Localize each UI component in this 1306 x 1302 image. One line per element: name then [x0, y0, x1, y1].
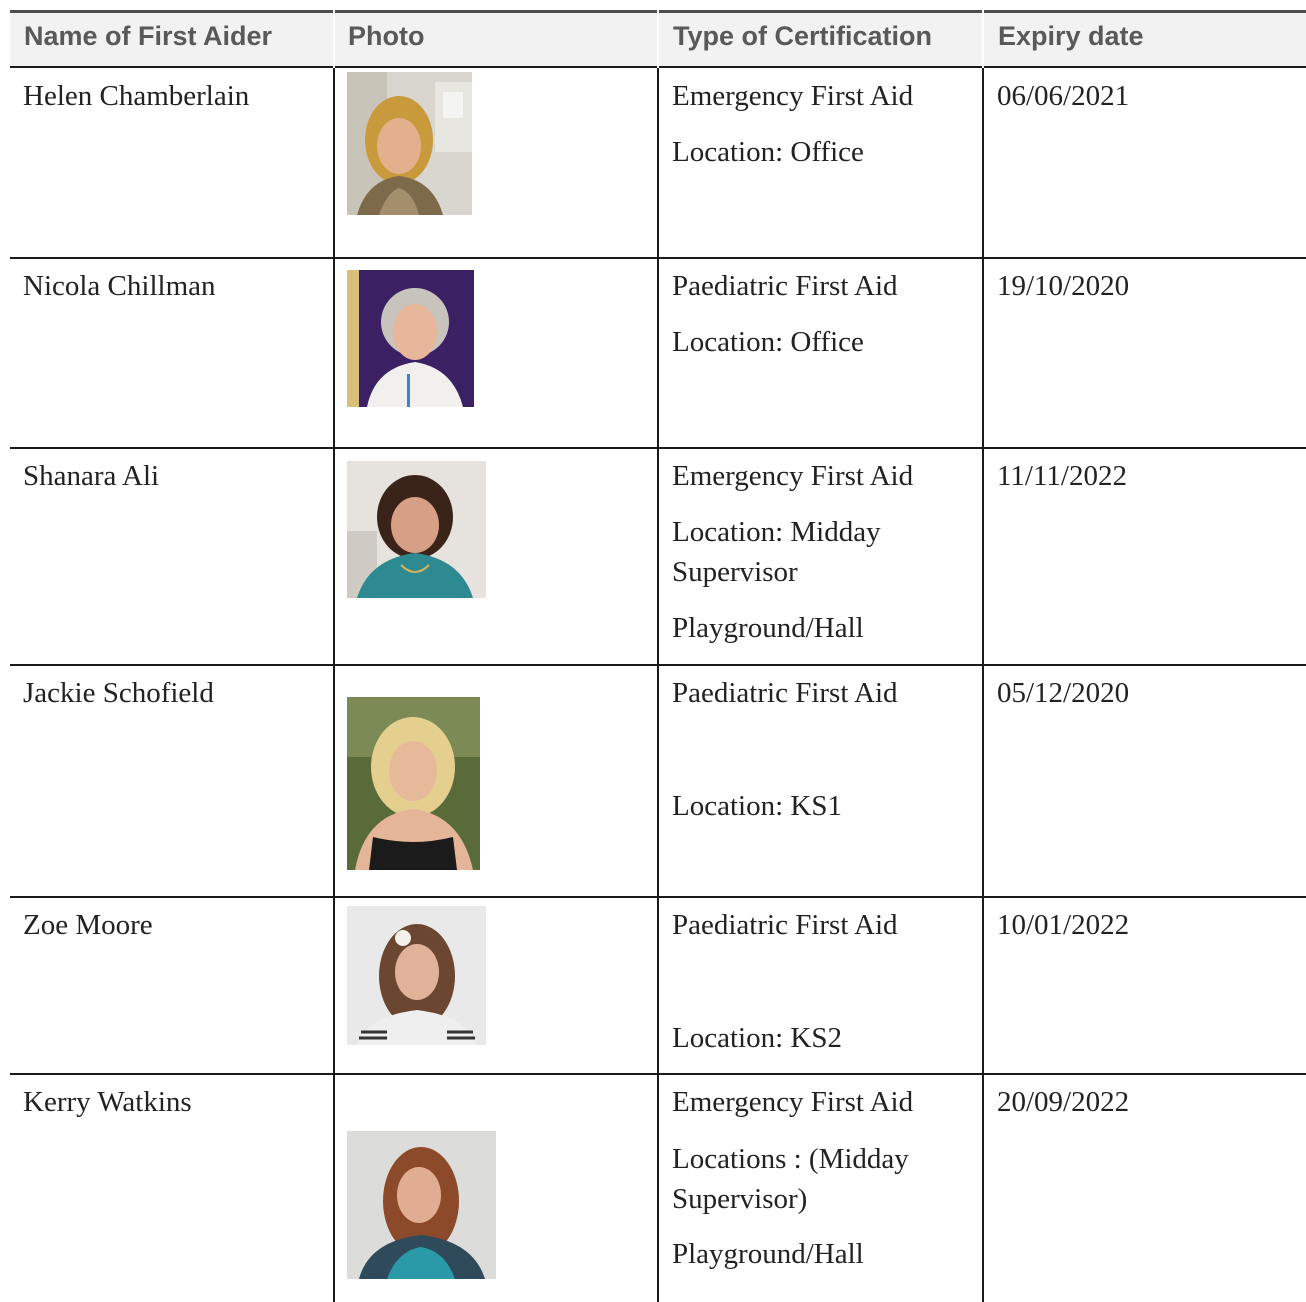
certification-type: Paediatric First Aid — [672, 270, 898, 302]
first-aider-name: Kerry Watkins — [23, 1086, 192, 1118]
certification-location: Location: KS2 — [672, 1022, 842, 1054]
header-certification: Type of Certification — [673, 21, 933, 51]
expiry-date: 06/06/2021 — [997, 80, 1130, 112]
certification-type: Emergency First Aid — [672, 80, 914, 112]
first-aider-name: Shanara Ali — [23, 460, 160, 492]
certification-location: Locations : (Midday — [672, 1143, 909, 1175]
first-aider-name: Zoe Moore — [23, 909, 153, 941]
certification-location: Playground/Hall — [672, 612, 864, 644]
row-rule — [10, 257, 1306, 259]
certification-type: Paediatric First Aid — [672, 909, 898, 941]
certification-location: Playground/Hall — [672, 1238, 864, 1270]
column-rule — [657, 68, 659, 1302]
certification-location: Location: Office — [672, 136, 864, 168]
person-photo-blonde — [347, 72, 472, 215]
first-aider-name: Helen Chamberlain — [23, 80, 250, 112]
row-rule — [10, 896, 1306, 898]
certification-location: Supervisor) — [672, 1183, 808, 1215]
first-aider-name: Jackie Schofield — [23, 677, 214, 709]
person-photo-grey-hair — [347, 270, 474, 407]
header-photo: Photo — [348, 21, 425, 51]
header-divider — [333, 10, 335, 68]
certification-type: Emergency First Aid — [672, 1086, 914, 1118]
person-photo-auburn-hair — [347, 1131, 496, 1279]
row-rule — [10, 664, 1306, 666]
first-aiders-table — [10, 10, 1306, 1302]
header-divider — [982, 10, 984, 68]
first-aider-name: Nicola Chillman — [23, 270, 216, 302]
expiry-date: 19/10/2020 — [997, 270, 1130, 302]
expiry-date: 05/12/2020 — [997, 677, 1130, 709]
column-rule — [982, 68, 984, 1302]
certification-type: Emergency First Aid — [672, 460, 914, 492]
row-rule — [10, 1073, 1306, 1075]
person-photo-blonde-long — [347, 697, 480, 870]
header-divider — [657, 10, 659, 68]
expiry-date: 10/01/2022 — [997, 909, 1130, 941]
person-photo-dark-hair — [347, 461, 486, 598]
person-photo-brown-hair — [347, 906, 486, 1045]
row-rule — [10, 447, 1306, 449]
header-expiry: Expiry date — [998, 21, 1144, 51]
certification-type: Paediatric First Aid — [672, 677, 898, 709]
certification-location: Supervisor — [672, 556, 798, 588]
expiry-date: 20/09/2022 — [997, 1086, 1130, 1118]
certification-location: Location: KS1 — [672, 790, 842, 822]
certification-location: Location: Office — [672, 326, 864, 358]
header-name: Name of First Aider — [24, 21, 273, 51]
column-rule — [333, 68, 335, 1302]
expiry-date: 11/11/2022 — [997, 460, 1127, 492]
certification-location: Location: Midday — [672, 516, 881, 548]
